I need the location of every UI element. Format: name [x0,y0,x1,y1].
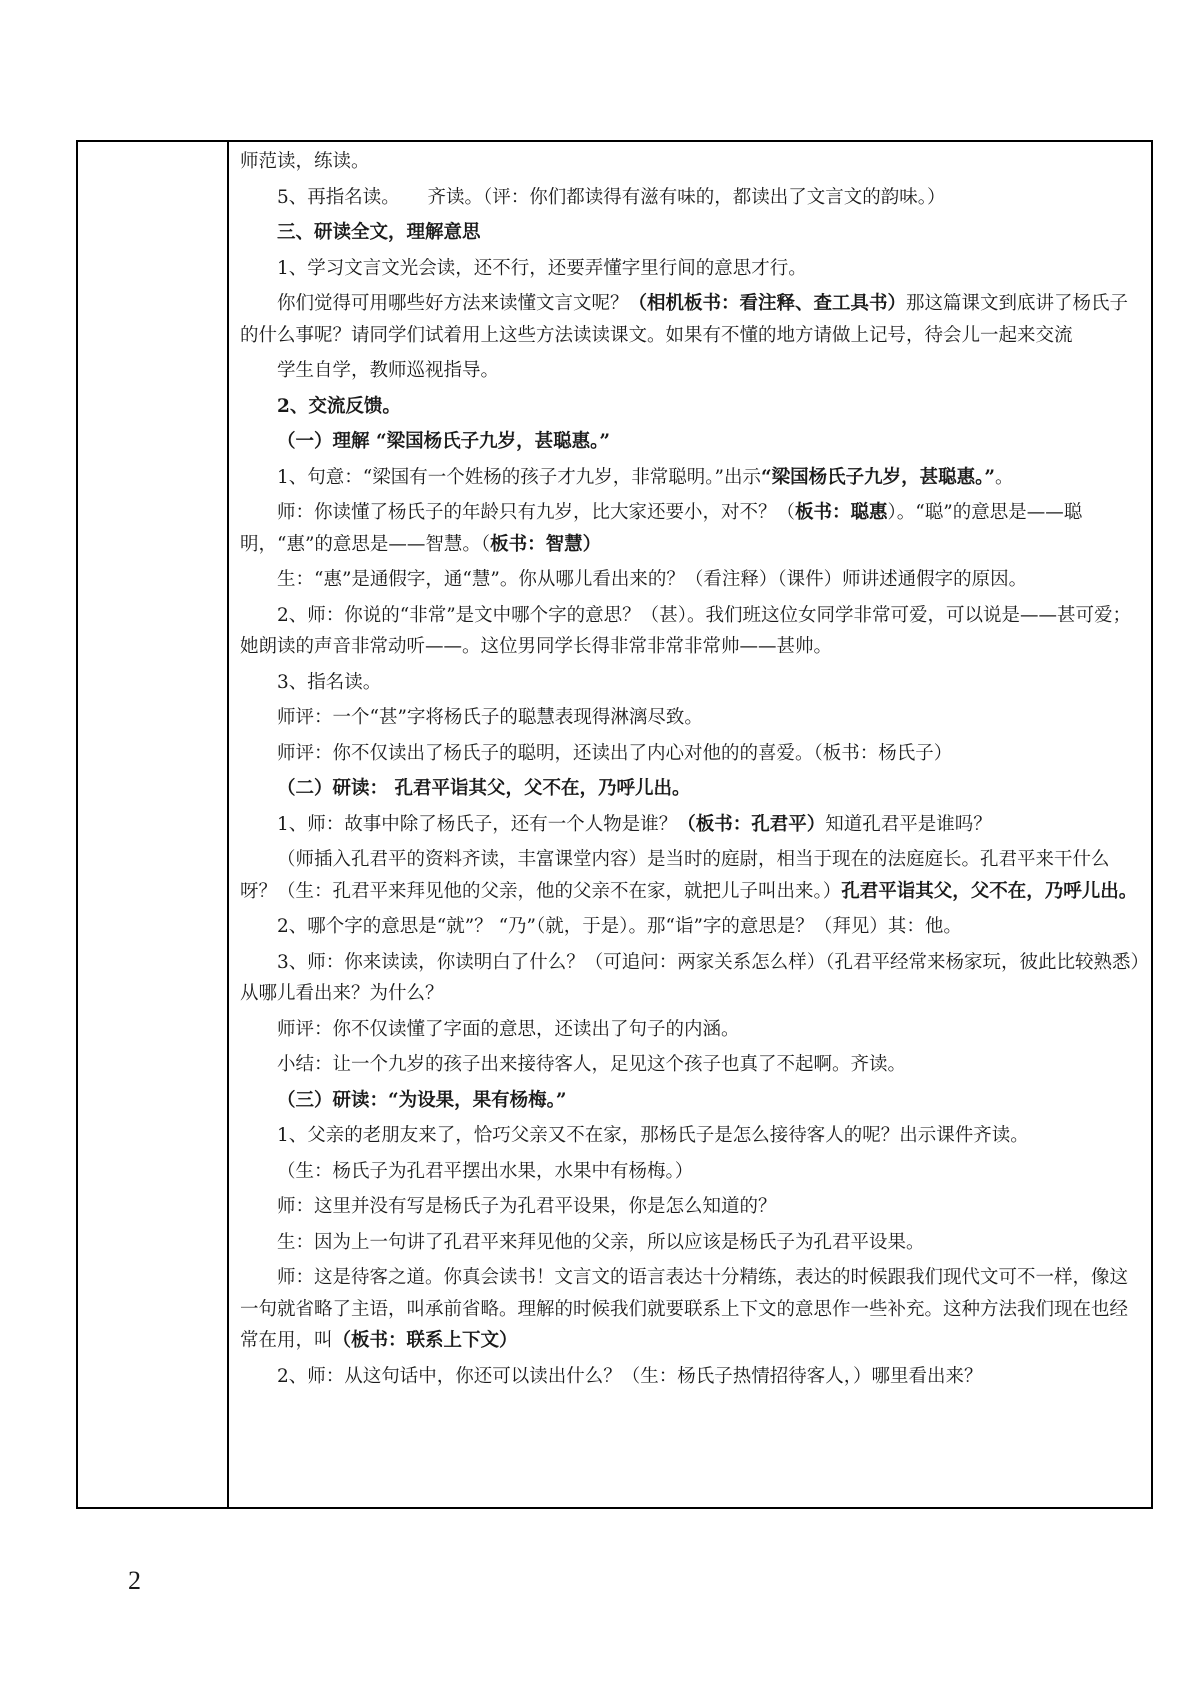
text-paragraph: 生：“惠”是通假字，通“慧”。你从哪儿看出来的？（看注释）（课件）师讲述通假字的原因。 [277,569,1028,590]
text-line: （生：杨氏子为孔君平摆出水果，水果中有杨梅。） [277,1160,694,1182]
text-run: 知道孔君平是谁吗？ [825,813,992,835]
text-run: 师：这是待客之道。你真会读书！文言文的语言表达十分精练，表达的时候跟我们现代文可不一样，像这一句就省略了主语，叫承前省略。理解的时候我们就要联系上下文的意思作一些补充。这种方法我们现在也经常在用，叫 [240,1267,1129,1351]
text-line: 2、师：从这句话中，你还可以读出什么？（生：杨氏子热情招待客人，）哪里看出来？ [277,1365,983,1387]
text-run: 师：你读懂了杨氏子的年龄只有九岁，比大家还要小，对不？（ [277,502,796,523]
text-paragraph: 2、师：你说的“非常”是文中哪个字的意思？（甚）。我们班这位女同学非常可爱，可以说是——甚可爱；她朗读的声音非常动听——。这位男同学长得非常非常非常帅——甚帅。 [240,604,1131,657]
section-heading: （一）理解 “梁国杨氏子九岁，甚聪惠。” [277,431,610,452]
text-line: 1、学习文言文光会读，还不行，还要弄懂字里行间的意思才行。 [277,257,807,279]
text-line: 1、父亲的老朋友来了，恰巧父亲又不在家，那杨氏子是怎么接待客人的呢？出示课件齐读。 [277,1125,1029,1146]
text-line: 生：因为上一句讲了孔君平来拜见他的父亲，所以应该是杨氏子为孔君平设果。 [277,1231,925,1253]
text-line: 学生自学，教师巡视指导。 [277,360,500,381]
lesson-table [76,140,1153,1509]
text-run: （师插入孔君平的资料齐读，丰富课堂内容）是当时的庭尉，相当于现在的法庭庭长。孔君平来干什么呀？（生：孔君平来拜见他的父亲，他的父亲不在家，就把儿子叫出来。） [240,849,1110,902]
text-paragraph: 3、师：你来读读，你读明白了什么？（可追问：两家关系怎么样）（孔君平经常来杨家玩，彼此比较熟悉）从哪儿看出来？为什么？ [240,951,1140,1004]
section-heading: （二）研读： 孔君平诣其父，父不在，乃呼儿出。 [277,778,691,799]
text-run: 1、师：故事中除了杨氏子，还有一个人物是谁？ [277,813,678,835]
text-line: 小结：让一个九岁的孩子出来接待客人，足见这个孩子也真了不起啊。齐读。 [277,1054,907,1075]
board-note: （相机板书：看注释、查工具书） [628,293,907,314]
board-note: （板书：联系上下文） [332,1330,518,1351]
lesson-content-cell [240,146,1141,1507]
section-heading: 2、交流反馈。 [277,395,401,417]
text-run: ）。“聪”的意思是——聪明，“惠”的意思是——智慧。（ [240,502,1083,555]
board-note: （板书：孔君平） [677,813,826,835]
text-paragraph [240,1262,1141,1357]
text-run: 1、句意：“梁国有一个姓杨的孩子才九岁，非常聪明。”出示 [277,466,761,488]
text-line: 师评：你不仅读懂了字面的意思，还读出了句子的内涵。 [277,1018,740,1040]
text-line: 3、指名读。 [277,671,382,693]
text-line: 2、哪个字的意思是“就”？ “乃”（就，于是）。那“诣”字的意思是？（拜见）其：他。 [277,916,962,937]
text-paragraph [240,288,1141,351]
text-run: 你们觉得可用哪些好方法来读懂文言文呢？ [277,293,629,314]
text-paragraph [240,497,1141,560]
text-run: 。 [995,466,1014,488]
text-paragraph [240,809,1141,841]
text-line: 师评：一个“甚”字将杨氏子的聪慧表现得淋漓尽致。 [277,707,703,728]
quote-bold: “梁国杨氏子九岁，甚聪惠。” [760,466,995,488]
text-line: 5、再指名读。 齐读。（评：你们都读得有滋有味的，都读出了文言文的韵味。） [277,186,946,208]
page-number: 2 [128,1566,141,1595]
text-line: 师：这里并没有写是杨氏子为孔君平设果，你是怎么知道的？ [277,1196,777,1217]
text-paragraph [240,462,1141,494]
text-line: 师评：你不仅读出了杨氏子的聪明，还读出了内心对他的的喜爱。（板书：杨氏子） [277,742,953,764]
text-line: 师范读，练读。 [240,151,370,172]
text-paragraph [240,844,1141,907]
section-heading: 三、研读全文，理解意思 [277,222,481,243]
quote-bold: 孔君平诣其父，父不在，乃呼儿出。 [841,880,1138,902]
table-column-divider [227,142,229,1507]
text-run: 那这篇课文到底讲了杨氏子的什么事呢？请同学们试着用上这些方法读读课文。如果有不懂的地方请做上记号，待会儿一起来交流 [240,293,1129,346]
board-note: 板书：智慧） [490,533,602,555]
section-heading: （三）研读：“为设果，果有杨梅。” [277,1089,567,1111]
board-note: 板书：聪惠 [795,502,888,523]
